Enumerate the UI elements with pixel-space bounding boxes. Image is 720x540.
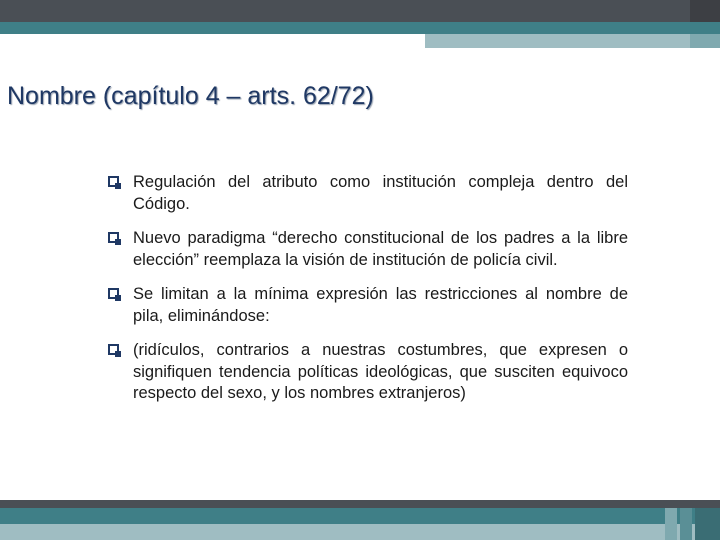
bullet-item bbox=[108, 340, 628, 405]
checkbox-bullet-icon bbox=[108, 344, 119, 355]
bullet-text: Se limitan a la mínima expresión las restricciones al nombre de pila, eliminándose: bbox=[133, 285, 628, 325]
checkbox-bullet-icon bbox=[108, 288, 119, 299]
bullet-item bbox=[108, 228, 628, 271]
bottom-band-light bbox=[0, 524, 720, 540]
checkbox-bullet-icon bbox=[108, 232, 119, 243]
bullet-text: Regulación del atributo como institución compleja dentro del Código. bbox=[133, 173, 628, 213]
bottom-stripe-3 bbox=[695, 508, 720, 540]
checkbox-bullet-icon bbox=[108, 176, 119, 187]
bullet-item bbox=[108, 172, 628, 215]
bullet-list bbox=[108, 172, 628, 418]
top-band-accent bbox=[690, 34, 720, 48]
bottom-band-dark bbox=[0, 500, 720, 508]
slide-title: Nombre (capítulo 4 – arts. 62/72) bbox=[7, 82, 374, 110]
bullet-item bbox=[108, 284, 628, 327]
bottom-stripe-2 bbox=[680, 508, 692, 540]
top-band-dark-right bbox=[690, 0, 720, 22]
top-band-teal bbox=[0, 22, 720, 34]
bullet-text: (ridículos, contrarios a nuestras costumbres, que expresen o signifiquen tendencia políticas ideológicas, que susciten equivoco respecto del sexo, y los nombres extranjeros) bbox=[133, 341, 628, 402]
bottom-stripe-1 bbox=[665, 508, 677, 540]
bullet-text: Nuevo paradigma “derecho constitucional de los padres a la libre elección” reemplaza la visión de institución de policía civil. bbox=[133, 229, 628, 269]
bottom-band-teal bbox=[0, 508, 720, 524]
top-band-light bbox=[425, 34, 720, 48]
top-band-dark bbox=[0, 0, 720, 22]
